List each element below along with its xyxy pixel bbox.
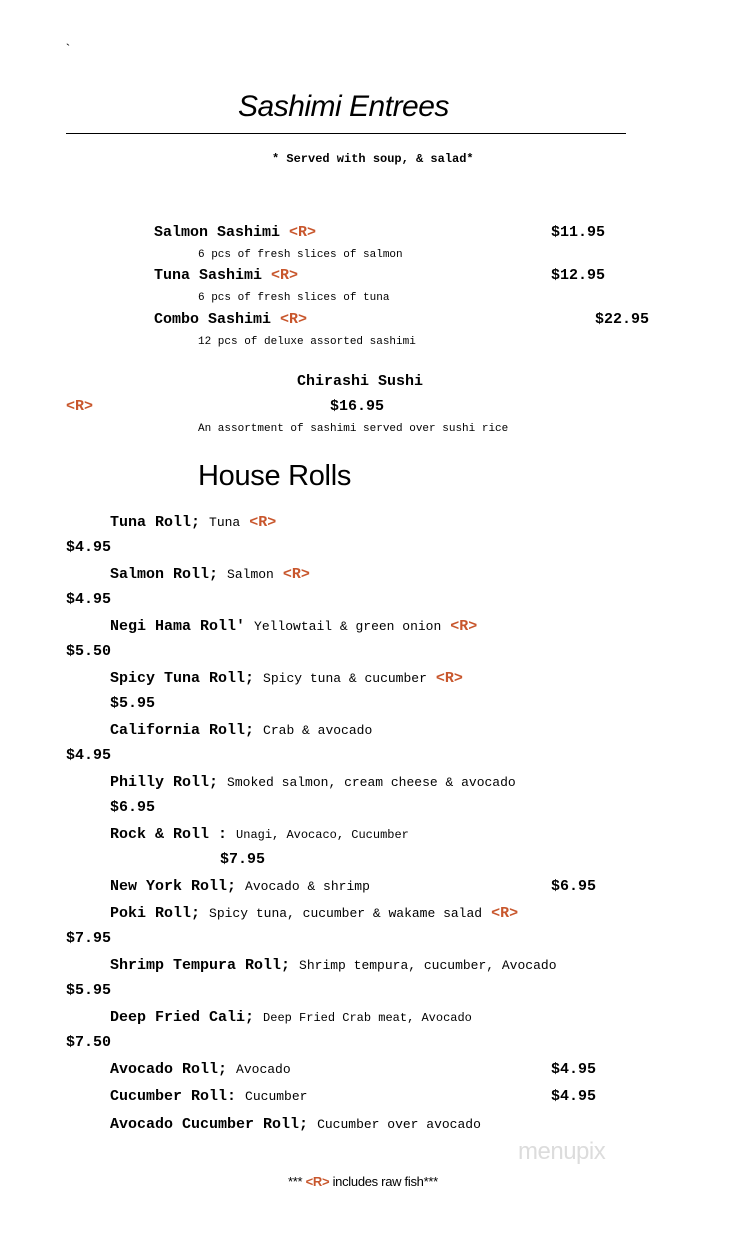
menu-item-name: Salmon Sashimi <R> xyxy=(154,224,317,241)
raw-badge: <R> xyxy=(280,311,308,328)
footer-note: *** <R> includes raw fish*** xyxy=(288,1174,438,1189)
menu-item-name: Combo Sashimi <R> xyxy=(154,311,308,328)
roll-price: $7.95 xyxy=(220,851,266,868)
menu-item-desc: 6 pcs of fresh slices of salmon xyxy=(198,249,403,261)
roll-item: Philly Roll; Smoked salmon, cream cheese & avocado xyxy=(110,774,516,791)
roll-item: New York Roll; Avocado & shrimp xyxy=(110,878,370,895)
roll-item: Spicy Tuna Roll; Spicy tuna & cucumber <R> xyxy=(110,670,463,687)
roll-price: $4.95 xyxy=(551,1061,597,1078)
stray-mark: ` xyxy=(64,42,72,57)
raw-badge: <R> xyxy=(305,1174,330,1189)
raw-badge: <R> xyxy=(450,618,478,635)
raw-badge: <R> xyxy=(289,224,317,241)
raw-badge: <R> xyxy=(66,398,94,415)
roll-price: $5.95 xyxy=(110,695,156,712)
raw-badge: <R> xyxy=(282,566,310,583)
roll-price: $5.50 xyxy=(66,643,112,660)
subtitle: * Served with soup, & salad* xyxy=(272,152,474,166)
raw-badge: <R> xyxy=(249,514,277,531)
roll-price: $7.50 xyxy=(66,1034,112,1051)
menu-item-price: $22.95 xyxy=(595,311,650,328)
raw-badge: <R> xyxy=(491,905,519,922)
chirashi-desc: An assortment of sashimi served over sushi rice xyxy=(198,423,509,435)
roll-item: Negi Hama Roll' Yellowtail & green onion <R> xyxy=(110,618,478,635)
roll-item: Rock & Roll : Unagi, Avocaco, Cucumber xyxy=(110,826,409,843)
roll-price: $6.95 xyxy=(110,799,156,816)
chirashi-price: $16.95 xyxy=(330,398,385,415)
menu-item-desc: 12 pcs of deluxe assorted sashimi xyxy=(198,336,416,348)
roll-price: $4.95 xyxy=(66,747,112,764)
roll-item: Avocado Roll; Avocado xyxy=(110,1061,291,1078)
watermark-logo: menupix xyxy=(518,1138,606,1165)
roll-item: Avocado Cucumber Roll; Cucumber over avocado xyxy=(110,1116,481,1133)
roll-item: Shrimp Tempura Roll; Shrimp tempura, cucumber, Avocado xyxy=(110,957,557,974)
chirashi-name: Chirashi Sushi xyxy=(297,373,424,390)
roll-item: Cucumber Roll: Cucumber xyxy=(110,1088,308,1105)
roll-price: $5.95 xyxy=(66,982,112,999)
title-rule xyxy=(66,133,626,134)
roll-item: Poki Roll; Spicy tuna, cucumber & wakame salad <R> xyxy=(110,905,519,922)
menu-item-price: $12.95 xyxy=(551,267,606,284)
roll-item: Deep Fried Cali; Deep Fried Crab meat, Avocado xyxy=(110,1009,472,1026)
roll-price: $4.95 xyxy=(66,539,112,556)
roll-price: $6.95 xyxy=(551,878,597,895)
menu-item-desc: 6 pcs of fresh slices of tuna xyxy=(198,292,390,304)
page-title: Sashimi Entrees xyxy=(238,90,449,123)
roll-price: $4.95 xyxy=(66,591,112,608)
menu-item-price: $11.95 xyxy=(551,224,606,241)
roll-price: $7.95 xyxy=(66,930,112,947)
roll-item: Salmon Roll; Salmon <R> xyxy=(110,566,310,583)
roll-item: Tuna Roll; Tuna <R> xyxy=(110,514,277,531)
roll-price: $4.95 xyxy=(551,1088,597,1105)
roll-item: California Roll; Crab & avocado xyxy=(110,722,373,739)
section-title: House Rolls xyxy=(198,460,352,492)
raw-badge: <R> xyxy=(435,670,463,687)
menu-item-name: Tuna Sashimi <R> xyxy=(154,267,299,284)
raw-badge: <R> xyxy=(271,267,299,284)
